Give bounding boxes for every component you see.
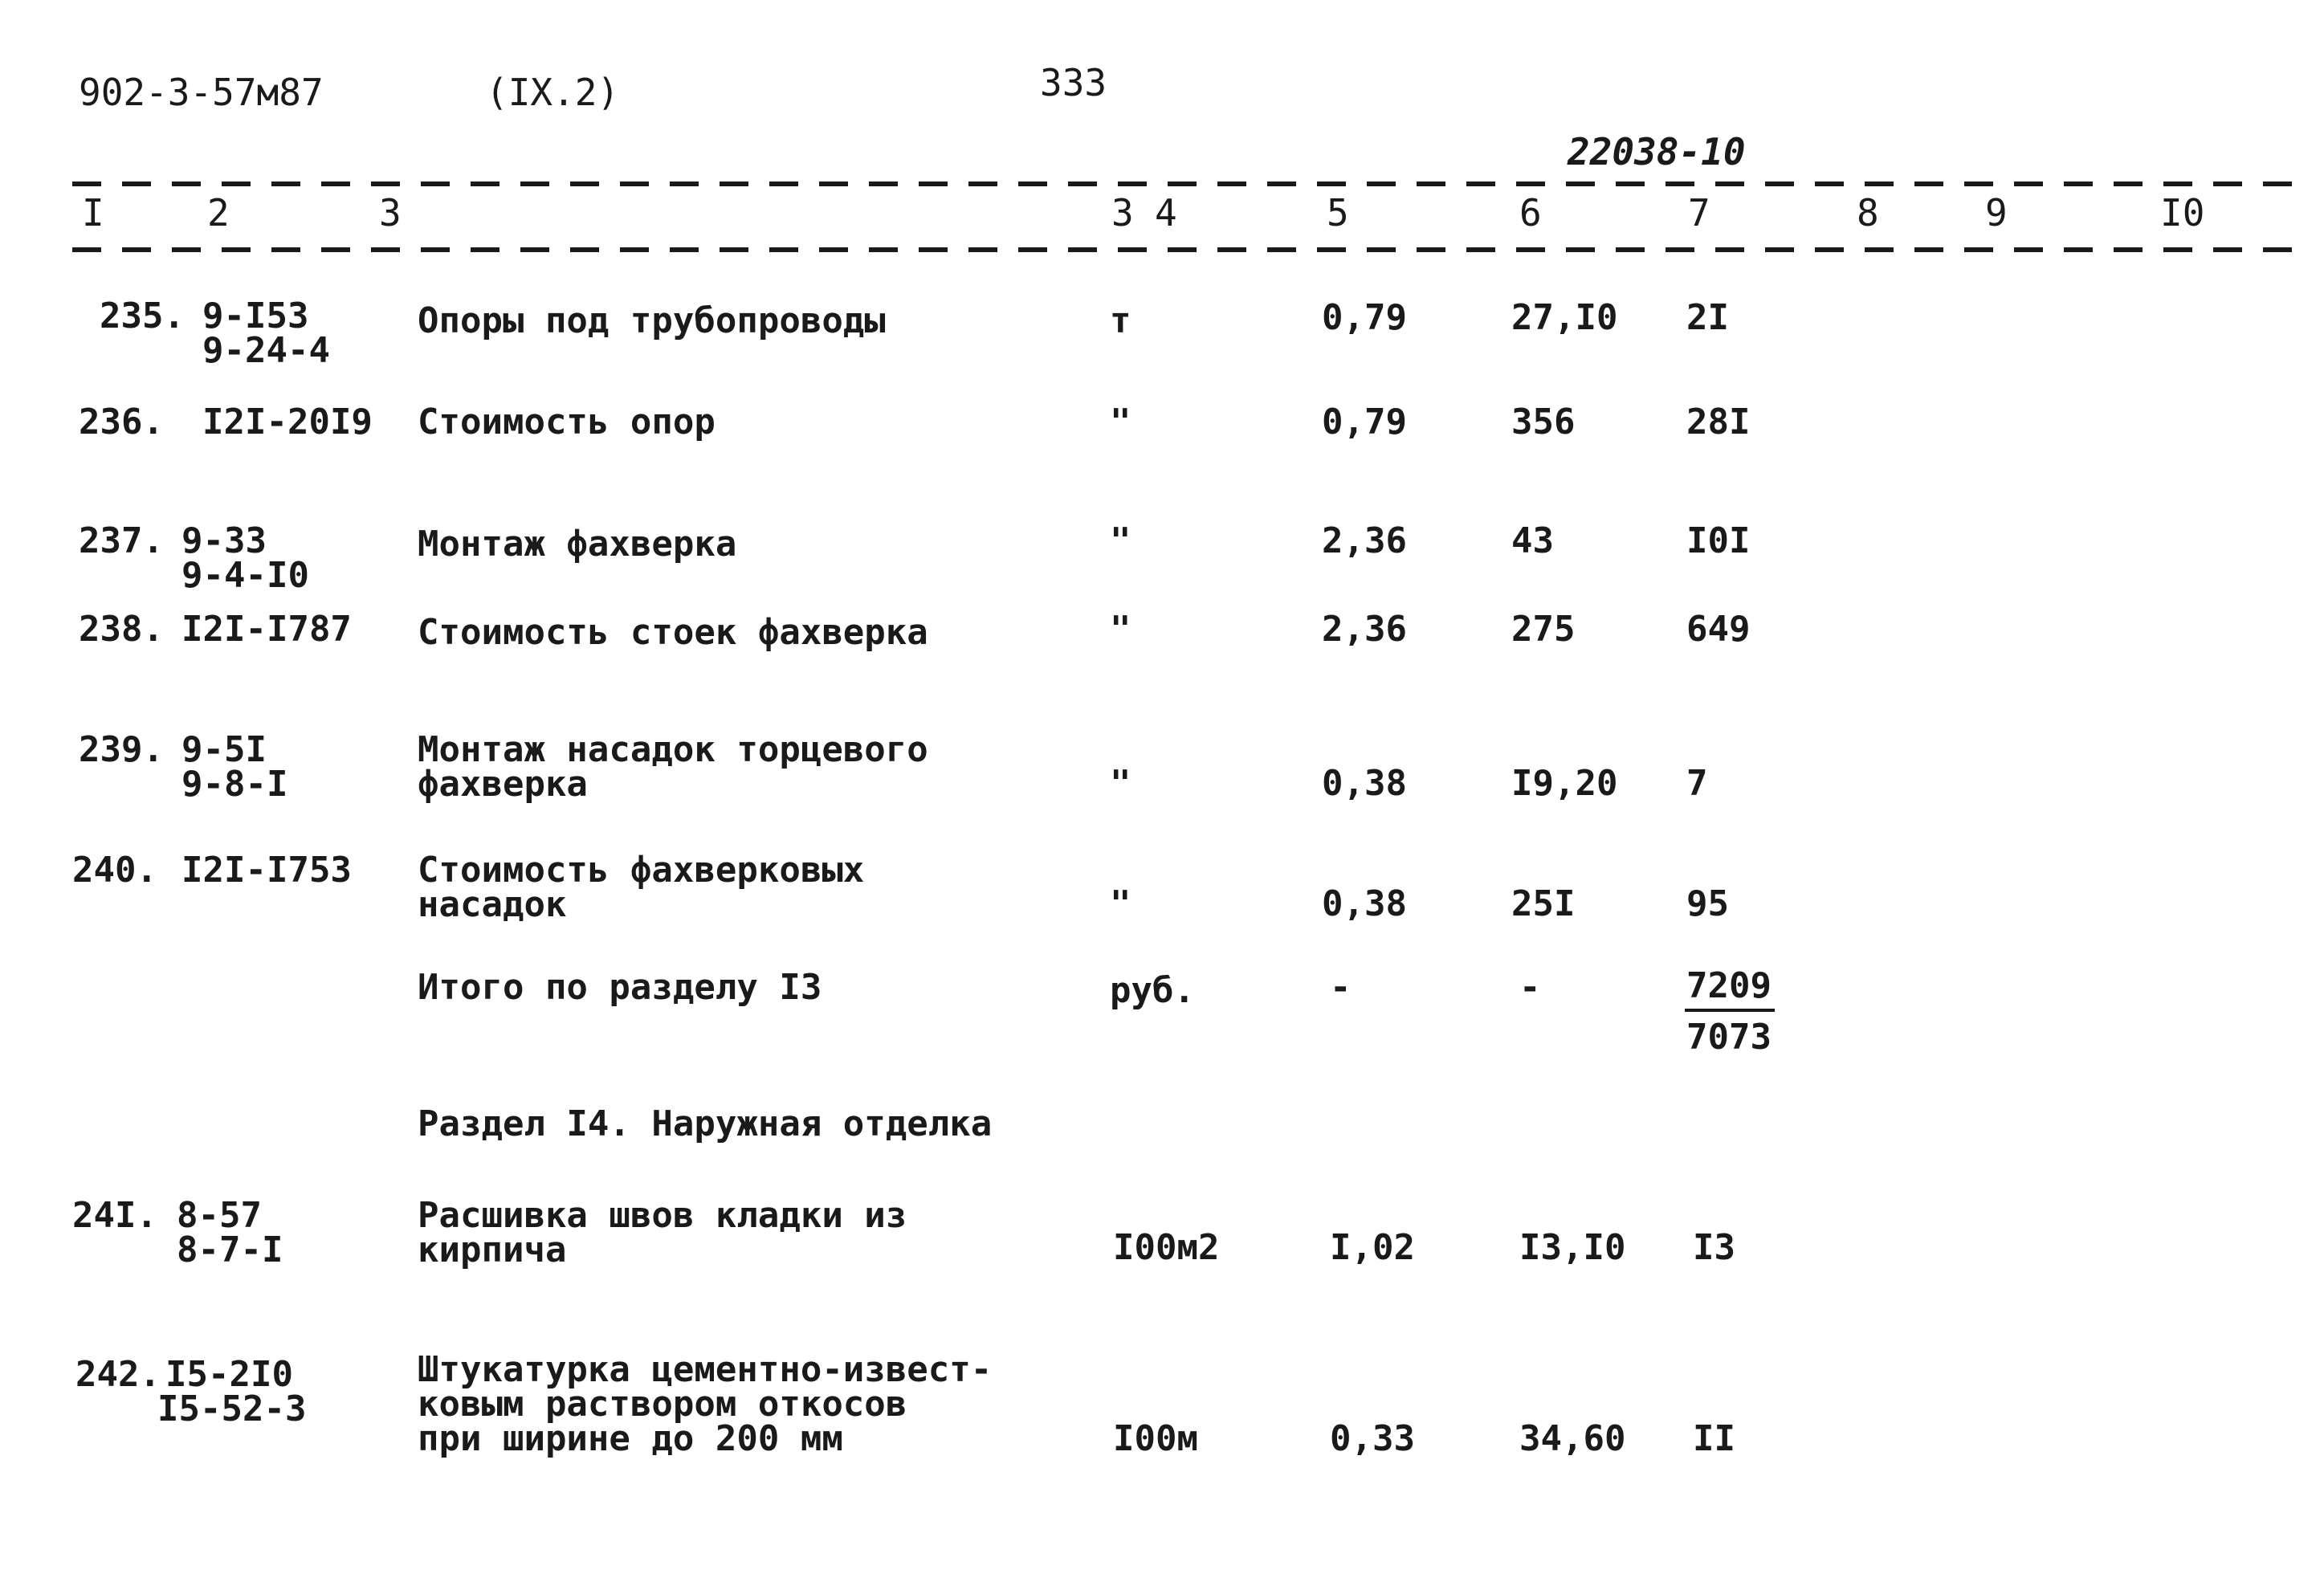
row-name: Расшивка швов кладки из кирпича: [418, 1195, 907, 1271]
row-cost: 649: [1686, 609, 1751, 650]
column-header-2: 2: [207, 191, 230, 234]
row-unit: ": [1110, 520, 1131, 561]
row-cost: II: [1693, 1418, 1735, 1459]
row-name: Опоры под трубопроводы: [418, 300, 886, 341]
column-header-9: 9: [1985, 191, 2008, 234]
row-quantity: 0,33: [1330, 1418, 1415, 1459]
section-heading: Раздел I4. Наружная отделка: [418, 1103, 993, 1144]
row-unit-price: 43: [1511, 520, 1554, 561]
row-unit-price: 25I: [1511, 883, 1576, 924]
row-unit-price: 356: [1511, 402, 1576, 442]
row-quantity: 0,38: [1322, 883, 1407, 924]
row-unit: I00м: [1113, 1418, 1198, 1459]
row-unit-price: I3,I0: [1519, 1227, 1626, 1268]
column-header-3b: 3: [1111, 191, 1134, 234]
header-bottom-rule: [72, 247, 2305, 252]
row-unit-price: I9,20: [1511, 763, 1618, 804]
header-top-rule: [72, 181, 2305, 186]
total-unit-price: -: [1519, 967, 1541, 1008]
row-quantity: 0,79: [1322, 402, 1407, 442]
row-code: I2I-I787: [181, 609, 352, 650]
row-number: 238.: [79, 609, 164, 650]
row-code: I5-2I0 I5-52-3: [157, 1354, 307, 1430]
row-number: 235.: [100, 296, 185, 336]
row-quantity: I,02: [1330, 1227, 1415, 1268]
column-header-7: 7: [1688, 191, 1710, 234]
row-number: 240.: [72, 850, 157, 891]
column-header-5: 5: [1327, 191, 1349, 234]
column-header-10: I0: [2160, 191, 2205, 234]
row-unit: ": [1110, 609, 1131, 650]
row-name: Стоимость опор: [418, 402, 716, 442]
column-header-1: I: [82, 191, 104, 234]
row-unit: ": [1110, 763, 1131, 804]
row-code: 9-I53 9-24-4: [202, 296, 330, 372]
row-code: I2I-20I9: [202, 402, 373, 442]
row-unit: т: [1110, 300, 1131, 341]
row-number: 239.: [79, 729, 164, 770]
stamp-number: 22038-10: [1568, 130, 1746, 173]
row-cost: 95: [1686, 883, 1729, 924]
row-unit: I00м2: [1113, 1227, 1220, 1268]
row-code: 8-57 8-7-I: [177, 1195, 283, 1271]
column-header-4: 4: [1155, 191, 1177, 234]
row-number: 236.: [79, 402, 164, 442]
row-unit-price: 34,60: [1519, 1418, 1626, 1459]
total-cost-denominator: 7073: [1686, 1017, 1772, 1058]
row-number: 24I.: [72, 1195, 157, 1236]
row-number: 237.: [79, 520, 164, 561]
page-number: 333: [1040, 61, 1107, 104]
row-cost: I3: [1693, 1227, 1735, 1268]
column-header-3: 3: [379, 191, 402, 234]
total-quantity: -: [1330, 967, 1352, 1008]
total-unit: руб.: [1110, 970, 1195, 1011]
row-name: Монтаж фахверка: [418, 524, 737, 565]
row-unit-price: 275: [1511, 609, 1576, 650]
row-quantity: 2,36: [1322, 520, 1407, 561]
row-quantity: 0,79: [1322, 297, 1407, 338]
row-unit: ": [1110, 402, 1131, 442]
column-header-8: 8: [1857, 191, 1879, 234]
row-unit-price: 27,I0: [1511, 297, 1618, 338]
row-cost: 7: [1686, 763, 1708, 804]
row-name: Стоимость фахверковых насадок: [418, 850, 865, 926]
total-cost-numerator: 7209: [1686, 965, 1772, 1006]
row-cost: 28I: [1686, 402, 1751, 442]
row-cost: I0I: [1686, 520, 1751, 561]
total-label: Итого по разделу I3: [418, 967, 822, 1008]
column-header-6: 6: [1519, 191, 1542, 234]
row-code: 9-5I 9-8-I: [181, 729, 288, 805]
row-number: 242.: [75, 1354, 161, 1395]
row-name: Штукатурка цементно-извест- ковым раствором откосов при ширине до 200 мм: [418, 1349, 993, 1460]
row-code: 9-33 9-4-I0: [181, 520, 309, 597]
row-quantity: 2,36: [1322, 609, 1407, 650]
row-name: Стоимость стоек фахверка: [418, 612, 928, 653]
row-name: Монтаж насадок торцевого фахверка: [418, 729, 928, 805]
total-cost-fraction-line: [1685, 1009, 1775, 1012]
album-reference: (IX.2): [486, 71, 620, 114]
document-code: 902-3-57м87: [79, 71, 324, 114]
row-code: I2I-I753: [181, 850, 352, 891]
row-cost: 2I: [1686, 297, 1729, 338]
row-unit: ": [1110, 883, 1131, 924]
row-quantity: 0,38: [1322, 763, 1407, 804]
